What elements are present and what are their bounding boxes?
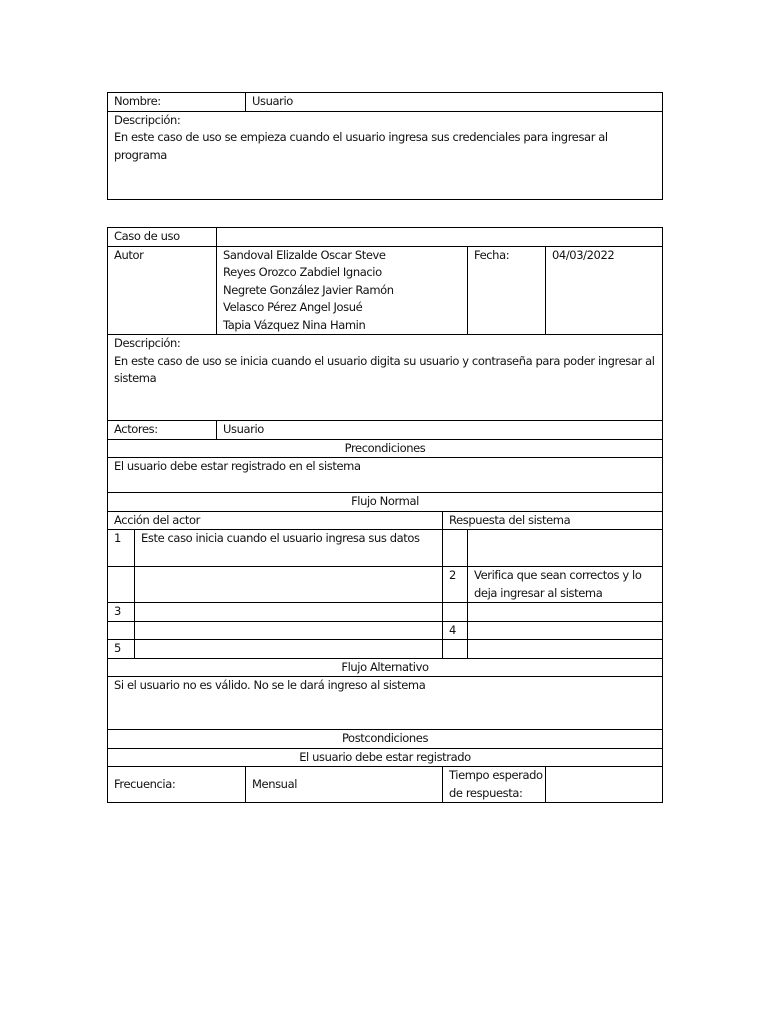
step-number: 4 bbox=[443, 621, 468, 640]
step-actor-text-empty bbox=[135, 621, 443, 640]
summary-table bbox=[107, 92, 663, 200]
step-number: 3 bbox=[108, 603, 135, 622]
caso-de-uso-label: Caso de uso bbox=[108, 228, 217, 247]
step-system-text-empty bbox=[468, 621, 663, 640]
respuesta-sistema-header: Respuesta del sistema bbox=[443, 511, 663, 530]
step-actor-text-empty bbox=[135, 567, 443, 603]
step-number: 1 bbox=[108, 530, 135, 567]
author-name: Velasco Pérez Angel Josué bbox=[223, 300, 363, 314]
flujo-alternativo-title: Flujo Alternativo bbox=[108, 658, 663, 677]
caso-de-uso-value bbox=[217, 228, 663, 247]
author-name: Sandoval Elizalde Oscar Steve bbox=[223, 247, 386, 262]
author-name: Negrete González Javier Ramón bbox=[223, 282, 394, 297]
step-system-text-empty bbox=[468, 640, 663, 659]
tiempo-esperado-value bbox=[546, 767, 663, 803]
step-number-empty bbox=[108, 621, 135, 640]
nombre-value: Usuario bbox=[246, 93, 663, 112]
precondiciones-text: El usuario debe estar registrado en el sistema bbox=[108, 458, 663, 493]
usecase-description-text: En este caso de uso se inicia cuando el usuario digita su usuario y contraseña para poder ingresar al sistema bbox=[114, 353, 655, 385]
usecase-description-label: Descripción: bbox=[114, 336, 181, 350]
usecase-description-cell bbox=[108, 335, 663, 421]
step-system-text-empty bbox=[468, 530, 663, 567]
step-number-empty bbox=[443, 603, 468, 622]
step-number: 2 bbox=[443, 567, 468, 603]
flujo-normal-title: Flujo Normal bbox=[108, 493, 663, 512]
step-system-text-empty bbox=[468, 603, 663, 622]
postcondiciones-title: Postcondiciones bbox=[108, 730, 663, 749]
frecuencia-value: Mensual bbox=[246, 767, 443, 803]
step-number-empty bbox=[443, 640, 468, 659]
step-actor-text-empty bbox=[135, 640, 443, 659]
flujo-alternativo-text: Si el usuario no es válido. No se le dará ingreso al sistema bbox=[108, 677, 663, 730]
frecuencia-label: Frecuencia: bbox=[108, 767, 246, 803]
accion-actor-header: Acción del actor bbox=[108, 511, 443, 530]
actores-value: Usuario bbox=[217, 421, 663, 440]
step-actor-text-empty bbox=[135, 603, 443, 622]
nombre-label: Nombre: bbox=[108, 93, 246, 112]
fecha-value: 04/03/2022 bbox=[546, 246, 663, 335]
step-number: 5 bbox=[108, 640, 135, 659]
summary-description-label: Descripción: bbox=[114, 112, 181, 127]
usecase-table bbox=[107, 227, 663, 803]
summary-description-text: En este caso de uso se empieza cuando el usuario ingresa sus credenciales para ingresar al programa bbox=[114, 130, 608, 162]
step-system-text: Verifica que sean correctos y lo deja ingresar al sistema bbox=[468, 567, 663, 603]
summary-description-cell bbox=[108, 111, 663, 199]
postcondiciones-text: El usuario debe estar registrado bbox=[108, 748, 663, 767]
actores-label: Actores: bbox=[108, 421, 217, 440]
step-number-empty bbox=[443, 530, 468, 567]
precondiciones-title: Precondiciones bbox=[108, 439, 663, 458]
step-number-empty bbox=[108, 567, 135, 603]
author-list bbox=[217, 246, 468, 335]
fecha-label: Fecha: bbox=[468, 246, 546, 335]
author-name: Tapia Vázquez Nina Hamin bbox=[223, 317, 366, 332]
author-name: Reyes Orozco Zabdiel Ignacio bbox=[223, 265, 382, 279]
tiempo-esperado-label: Tiempo esperado de respuesta: bbox=[443, 767, 546, 803]
autor-label: Autor bbox=[108, 246, 217, 335]
step-actor-text: Este caso inicia cuando el usuario ingresa sus datos bbox=[135, 530, 443, 567]
